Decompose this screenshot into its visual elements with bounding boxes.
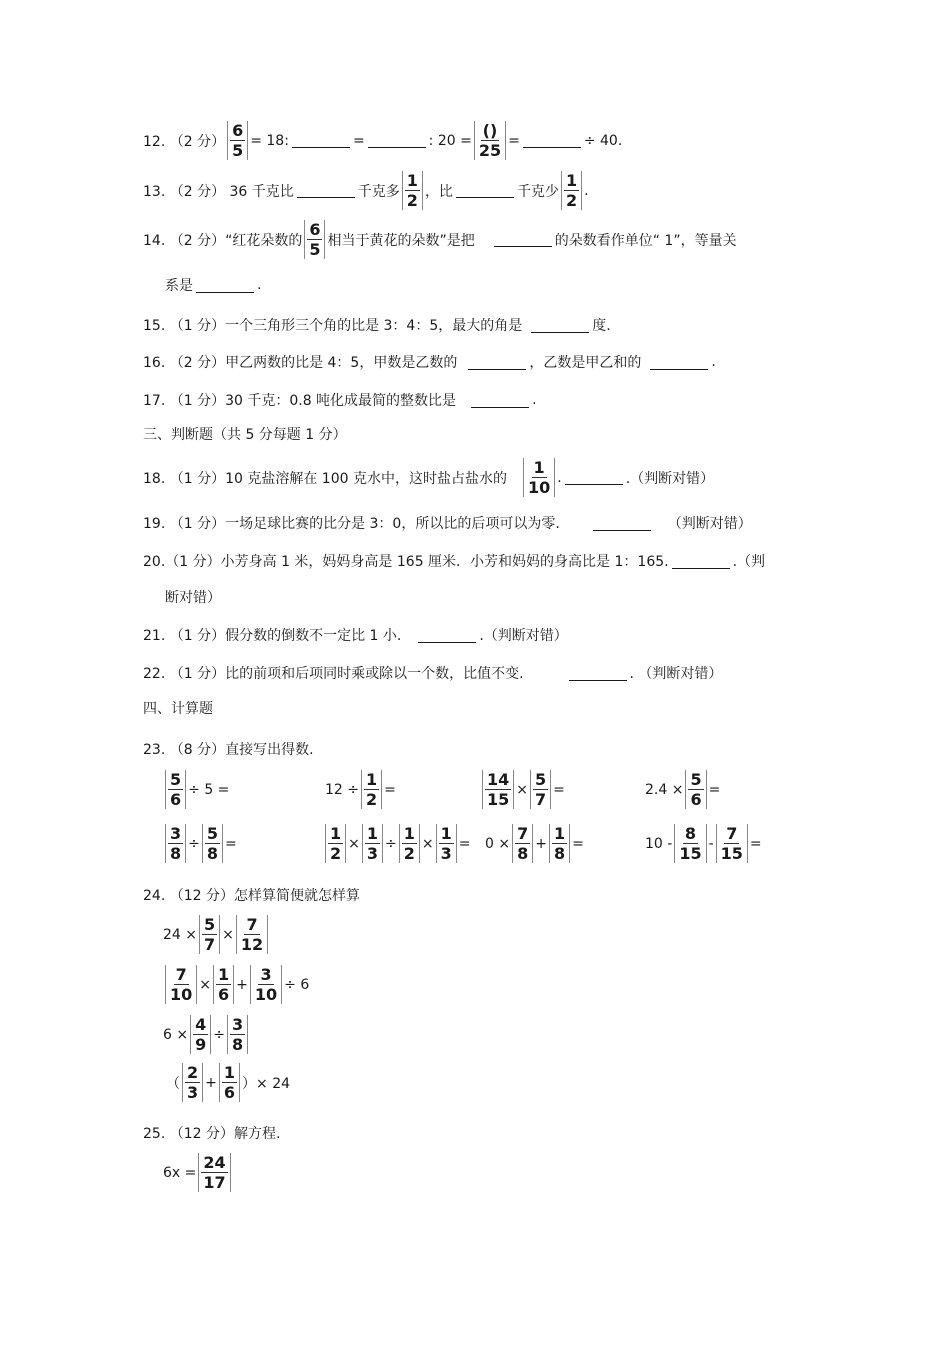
text: 15. （1 分）一个三角形三个角的比是 3：4：5，最大的角是	[143, 318, 523, 334]
numerator: 1	[223, 1063, 236, 1082]
text: ×	[348, 835, 360, 852]
answer-blank[interactable]	[468, 355, 526, 370]
question-23	[143, 739, 314, 759]
numerator: 1	[366, 824, 379, 843]
denominator: 2	[366, 790, 378, 809]
text: .（判断对错）	[625, 470, 715, 487]
expression	[485, 824, 584, 863]
answer-blank[interactable]	[297, 183, 355, 198]
text: 千克多	[357, 183, 400, 200]
text: .	[257, 277, 262, 293]
denominator: 2	[406, 191, 418, 210]
text: =	[384, 781, 396, 798]
text: =	[708, 781, 721, 798]
text: 20.（1 分）小芳身高 1 米，妈妈身高是 165 厘米．小芳和妈妈的身高比是 1：165.	[143, 554, 669, 570]
text: 6 ×	[163, 1026, 189, 1043]
expression	[323, 824, 471, 863]
text: +	[236, 976, 248, 993]
fraction	[474, 121, 506, 160]
question-20	[143, 551, 765, 571]
text: 12 ÷	[325, 781, 359, 798]
text: =	[508, 132, 520, 149]
numerator: 1	[553, 824, 566, 843]
text: 6x =	[163, 1164, 197, 1181]
fraction	[236, 915, 268, 954]
text: .（判	[732, 554, 766, 570]
answer-blank[interactable]	[565, 470, 623, 485]
question-25	[143, 1123, 280, 1143]
denominator: 8	[170, 844, 182, 863]
expression	[325, 770, 396, 809]
text: =	[572, 835, 584, 852]
numerator: 1	[366, 770, 378, 789]
text: 23. （8 分）直接写出得数.	[143, 742, 314, 758]
numerator: 6	[232, 121, 244, 140]
numerator: 3	[170, 824, 182, 843]
numerator: 5	[170, 770, 182, 789]
text: =	[458, 835, 471, 852]
denominator: 17	[203, 1173, 226, 1192]
numerator: 1	[403, 824, 415, 843]
numerator: 7	[517, 824, 529, 843]
text: -	[708, 835, 714, 852]
denominator: 5	[309, 240, 321, 259]
question-prefix: 13. （2 分） 36 千克比	[143, 183, 294, 200]
text: . （判断对错）	[629, 666, 723, 682]
denominator: 2	[565, 191, 578, 210]
text: ，乙数是甲乙和的	[529, 355, 642, 371]
denominator: 8	[231, 1035, 244, 1054]
fraction	[523, 458, 555, 497]
denominator: 15	[679, 844, 702, 863]
denominator: 10	[254, 985, 278, 1004]
fraction	[530, 770, 551, 809]
numerator: ()	[482, 121, 498, 140]
text: .	[557, 469, 562, 486]
denominator: 15	[487, 790, 510, 809]
expression	[163, 1015, 250, 1054]
fraction	[716, 824, 748, 863]
numerator: 3	[231, 1015, 244, 1034]
section-heading	[143, 424, 347, 444]
numerator: 5	[206, 824, 219, 843]
numerator: 5	[535, 770, 547, 789]
text: .（判断对错）	[479, 628, 568, 644]
expression	[645, 824, 762, 863]
fraction	[227, 121, 248, 160]
answer-blank[interactable]	[523, 133, 581, 148]
fraction	[213, 965, 234, 1004]
text: 16. （2 分）甲乙两数的比是 4：5，甲数是乙数的	[143, 355, 458, 371]
question-19	[143, 513, 752, 533]
text: ，比	[424, 183, 453, 200]
numerator: 1	[533, 458, 545, 477]
numerator: 7	[246, 915, 258, 934]
numerator: 7	[175, 965, 187, 984]
question-22	[143, 663, 722, 683]
answer-blank[interactable]	[418, 628, 476, 643]
question-prefix: 14. （2 分）“红花朵数的	[143, 232, 303, 249]
text: ÷	[213, 1026, 225, 1043]
fraction	[190, 1015, 211, 1054]
text: 断对错）	[165, 590, 221, 606]
question-20-line2	[165, 587, 221, 607]
numerator: 1	[330, 824, 342, 843]
answer-blank[interactable]	[531, 318, 589, 333]
denominator: 12	[240, 935, 264, 954]
answer-blank[interactable]	[456, 183, 514, 198]
text: 24. （12 分）怎样算简便就怎样算	[143, 888, 360, 904]
text: 18. （1 分）10 克盐溶解在 100 克水中，这时盐占盐水的	[143, 470, 507, 487]
answer-blank[interactable]	[471, 393, 529, 408]
fraction	[436, 824, 457, 863]
text: 19. （1 分）一场足球比赛的比分是 3：0，所以比的后项可以为零.	[143, 516, 560, 532]
fraction	[402, 171, 423, 210]
answer-blank[interactable]	[569, 666, 627, 681]
text: ÷ 40.	[583, 132, 623, 149]
question-prefix: 12. （2 分）	[143, 133, 226, 150]
question-21	[143, 625, 568, 645]
text: =	[749, 835, 762, 852]
text: ÷	[188, 835, 200, 852]
text: 17. （1 分）30 千克：0.8 吨化成最简的整数比是	[143, 393, 457, 409]
answer-blank[interactable]	[672, 554, 730, 569]
numerator: 3	[260, 965, 272, 984]
text: 2.4 ×	[645, 781, 684, 798]
denominator: 3	[187, 1083, 199, 1102]
text: 10 -	[645, 835, 673, 852]
text: （判断对错）	[667, 516, 752, 532]
fraction	[304, 220, 325, 259]
expression	[480, 770, 565, 809]
answer-blank[interactable]	[292, 133, 350, 148]
fraction	[165, 824, 186, 863]
text: =	[352, 132, 365, 149]
fraction	[674, 824, 706, 863]
expression	[163, 915, 270, 954]
denominator: 10	[170, 985, 193, 1004]
fraction	[165, 770, 186, 809]
text: = 18:	[250, 132, 289, 149]
text: 0 ×	[485, 835, 511, 852]
answer-blank[interactable]	[593, 516, 651, 531]
numerator: 5	[690, 770, 702, 789]
expression	[166, 1063, 290, 1102]
text: .	[711, 354, 716, 370]
text: 三、判断题（共 5 分每题 1 分）	[143, 427, 347, 443]
fraction	[561, 171, 582, 210]
numerator: 14	[487, 770, 510, 789]
text: ÷ 6	[284, 976, 310, 993]
question-13	[143, 171, 589, 210]
text: 四、计算题	[143, 701, 213, 717]
text: （	[166, 1075, 180, 1092]
numerator: 1	[406, 171, 418, 190]
section-heading	[143, 698, 213, 718]
text: .	[584, 182, 589, 199]
expression	[163, 824, 237, 863]
denominator: 7	[204, 935, 216, 954]
text: ÷ 5 =	[188, 781, 230, 798]
denominator: 3	[440, 844, 452, 863]
text: =	[553, 781, 565, 798]
text: ×	[421, 835, 434, 852]
numerator: 8	[684, 824, 697, 843]
numerator: 7	[726, 824, 738, 843]
question-12	[143, 121, 622, 160]
numerator: 1	[565, 171, 578, 190]
text: ×	[199, 976, 211, 993]
question-24	[143, 885, 360, 905]
text: 的朵数看作单位“ 1”，等量关	[554, 232, 737, 249]
denominator: 15	[720, 844, 743, 863]
numerator: 5	[204, 915, 216, 934]
denominator: 6	[170, 790, 182, 809]
denominator: 6	[223, 1083, 236, 1102]
fraction	[198, 1153, 230, 1192]
numerator: 1	[218, 965, 230, 984]
denominator: 6	[218, 985, 230, 1004]
numerator: 24	[203, 1153, 226, 1172]
fraction	[165, 965, 197, 1004]
text: 24 ×	[163, 926, 197, 943]
question-17	[143, 390, 537, 410]
denominator: 25	[478, 141, 502, 160]
answer-blank[interactable]	[650, 355, 708, 370]
text: 22. （1 分）比的前项和后项同时乘或除以一个数，比值不变.	[143, 666, 524, 682]
denominator: 6	[690, 790, 702, 809]
fraction	[202, 824, 223, 863]
fraction	[549, 824, 570, 863]
fraction	[227, 1015, 248, 1054]
text: : 20 =	[428, 132, 472, 149]
answer-blank[interactable]	[494, 232, 552, 247]
answer-blank[interactable]	[196, 278, 254, 293]
question-16	[143, 352, 716, 372]
question-18	[143, 458, 714, 497]
text: 度.	[592, 318, 611, 334]
denominator: 8	[206, 844, 219, 863]
fraction	[361, 770, 382, 809]
answer-blank[interactable]	[368, 133, 426, 148]
fraction	[512, 824, 533, 863]
question-14	[143, 220, 737, 259]
text: ×	[222, 926, 234, 943]
numerator: 1	[440, 824, 452, 843]
fraction	[399, 824, 420, 863]
denominator: 10	[527, 478, 551, 497]
text: ×	[516, 781, 528, 798]
fraction	[482, 770, 514, 809]
fraction	[325, 824, 346, 863]
fraction	[199, 915, 220, 954]
numerator: 2	[187, 1063, 199, 1082]
text: .	[532, 392, 537, 408]
text: ÷	[385, 835, 397, 852]
text: +	[205, 1074, 217, 1091]
denominator: 2	[330, 844, 342, 863]
fraction	[685, 770, 706, 809]
denominator: 9	[195, 1035, 207, 1054]
denominator: 5	[232, 141, 244, 160]
numerator: 6	[309, 220, 321, 239]
fraction	[362, 824, 383, 863]
expression	[163, 965, 309, 1004]
question-15	[143, 315, 611, 335]
fraction	[219, 1063, 240, 1102]
text: +	[535, 835, 547, 852]
denominator: 3	[366, 844, 379, 863]
text: =	[225, 835, 237, 852]
denominator: 8	[553, 844, 566, 863]
question-14-line2	[165, 275, 261, 295]
text: 相当于黄花的朵数”是把	[327, 232, 475, 249]
numerator: 4	[195, 1015, 207, 1034]
text: 25. （12 分）解方程.	[143, 1126, 281, 1142]
expression	[163, 770, 229, 809]
text: 千克少	[516, 183, 559, 200]
expression	[163, 1153, 233, 1192]
text: 系是	[165, 278, 193, 294]
text: ）× 24	[242, 1075, 291, 1092]
fraction	[250, 965, 282, 1004]
denominator: 7	[535, 790, 547, 809]
expression	[645, 770, 720, 809]
text: 21. （1 分）假分数的倒数不一定比 1 小.	[143, 628, 402, 644]
denominator: 8	[517, 844, 529, 863]
denominator: 2	[403, 844, 415, 863]
fraction	[182, 1063, 203, 1102]
